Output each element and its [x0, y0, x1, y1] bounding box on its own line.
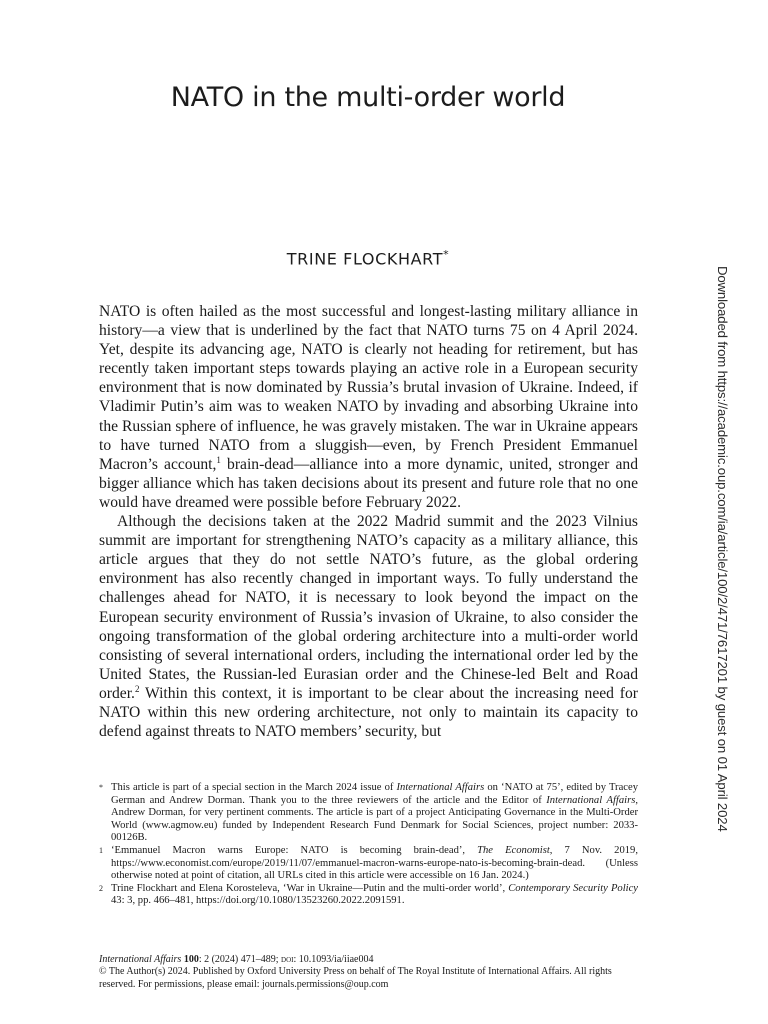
- doi-value[interactable]: : 10.1093/ia/iiae004: [293, 954, 374, 965]
- paragraph-text: Although the decisions taken at the 2022 Madrid summit and the 2023 Vilnius summit are important for strengthening NATO’s capacity as a military alliance, this article argues that they do not settle NATO’s future, as the global ordering environment has also recently changed in important ways. To fully understand the challenges ahead for NATO, it is necessary to look beyond the impact on the European security environment of Russia’s invasion of Ukraine, to also consider the ongoing transformation of the global ordering architecture into a multi-order world consisting of several international orders, including the international order led by the United States, the Russian-led Eurasian order and the Chinese-led Belt and Road order.: [99, 513, 638, 702]
- footnote-ref-1[interactable]: 1: [216, 454, 221, 465]
- footnote-ref-2[interactable]: 2: [134, 683, 140, 694]
- footnote-star: [99, 782, 638, 845]
- footnotes: [99, 782, 638, 908]
- author-name-text: TRINE FLOCKHART: [286, 249, 444, 269]
- body-paragraph-2: [99, 512, 638, 741]
- footnote-text: , Andrew Dorman, for very pertinent comments. The article is part of a project Anticipating Governance in the Multi-Order World (www.agmow.eu) funded by Independent Research Fund Denmark for Social Sciences, project number: 2033-00126B.: [111, 794, 639, 844]
- journal-name: International Affairs: [396, 782, 485, 793]
- footnote-1: [99, 845, 638, 883]
- journal-name: Contemporary Security Policy: [508, 882, 638, 894]
- author-footnote-mark: *: [443, 248, 450, 261]
- footnote-mark: 1: [99, 845, 103, 855]
- footnote-text: , 7 Nov. 2019, https://www.economist.com/europe/2019/11/07/emmanuel-macron-warns-europe-nato-is-becoming-brain-dead. (Unless otherwise noted at point of citation, all URLs cited in this article were accessible on 16 Jan. 2024.): [111, 844, 638, 882]
- footnote-mark: 2: [99, 883, 103, 893]
- journal-name: International Affairs: [546, 794, 636, 806]
- article-title: NATO in the multi-order world: [170, 82, 566, 113]
- paragraph-text: NATO is often hailed as the most successful and longest-lasting military alliance in history—a view that is underlined by the fact that NATO turns 75 on 4 April 2024. Yet, despite its advancing age, NATO is clearly not heading for retirement, but has recently taken important steps towards playing an active role in a European security environment that is now dominated by Russia’s brutal invasion of Ukraine. Indeed, if Vladimir Putin’s aim was to weaken NATO by invading and absorbing Ukraine into the Russian sphere of influence, he was gravely mistaken. The war in Ukraine appears to have turned NATO from a sluggish—even, by French President Emmanuel Macron’s account,: [99, 303, 638, 473]
- doi-label: doi: [281, 954, 294, 965]
- volume-number: 100: [183, 954, 199, 965]
- footnote-text: on ‘NATO at 75’, edited by Tracey German and Andrew Dorman. Thank you to the three reviewers of the article and the Editor of: [111, 782, 638, 806]
- article-body: [99, 302, 638, 741]
- page-footer: [99, 954, 644, 991]
- footnote-text: This article is part of a special section in the March 2024 issue of: [111, 782, 397, 793]
- publication-name: The Economist: [477, 844, 550, 856]
- body-paragraph-1: [99, 302, 638, 512]
- footnote-2: [99, 883, 638, 908]
- download-note-text: Downloaded from https://academic.oup.com/ia/article/100/2/471/7617201 by guest on 01 April 2024: [715, 266, 730, 832]
- author-name: [0, 248, 736, 268]
- footnote-text: Trine Flockhart and Elena Korosteleva, ‘War in Ukraine—Putin and the multi-order world’,: [111, 882, 509, 894]
- footnote-mark: *: [99, 783, 103, 792]
- footnote-text: 43: 3, pp. 466–481, https://doi.org/10.1080/13523260.2022.2091591.: [111, 895, 405, 907]
- download-note: [715, 266, 748, 832]
- paragraph-text: brain-dead—alliance into a more dynamic, united, stronger and bigger alliance which has taken decisions about its present and future role that no one would have dreamed were possible before February 2022.: [99, 455, 639, 511]
- issue-pages: : 2 (2024) 471–489;: [198, 954, 279, 965]
- copyright-line: © The Author(s) 2024. Published by Oxford University Press on behalf of The Royal Institute of International Affairs. All rights reserved. For permissions, please email: journals.permissions@oup.com: [99, 966, 612, 990]
- citation-line: [99, 954, 644, 966]
- footnote-text: ‘Emmanuel Macron warns Europe: NATO is becoming brain-dead’,: [111, 844, 478, 856]
- paragraph-text: Within this context, it is important to be clear about the increasing need for NATO within this new ordering architecture, not only to maintain its capacity to defend against threats to NATO members’ security, but: [99, 684, 638, 741]
- journal-title: International Affairs: [99, 954, 182, 965]
